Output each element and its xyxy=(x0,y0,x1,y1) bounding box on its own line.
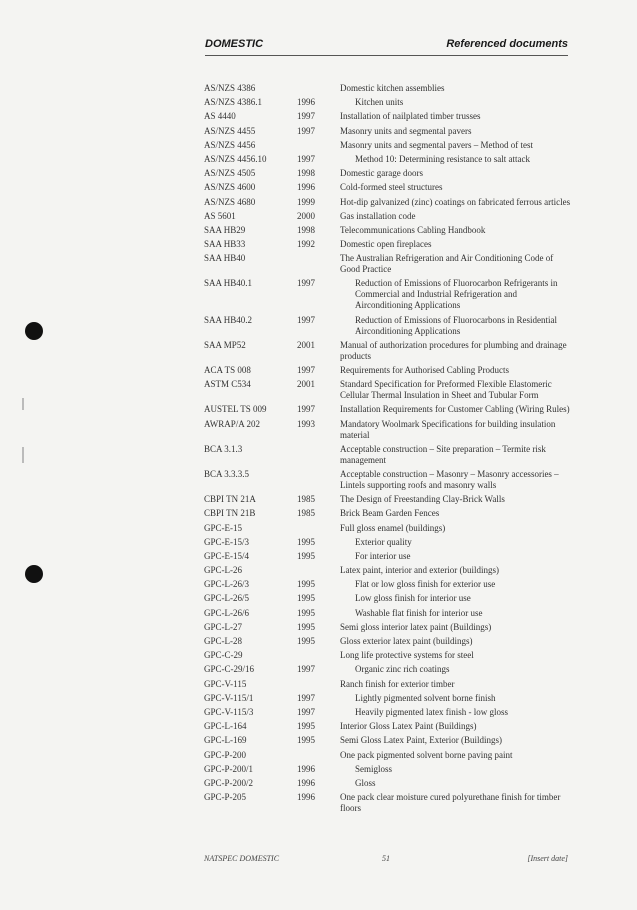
reference-row xyxy=(204,278,574,311)
reference-code: GPC-E-15 xyxy=(204,522,242,533)
scan-mark xyxy=(22,447,24,463)
reference-code: AS/NZS 4600 xyxy=(204,182,256,193)
reference-row xyxy=(204,523,574,534)
reference-code: AS/NZS 4455 xyxy=(204,125,256,136)
reference-code: GPC-P-200 xyxy=(204,749,247,760)
reference-code: GPC-L-26/5 xyxy=(204,593,249,604)
reference-title: Low gloss finish for interior use xyxy=(355,593,471,604)
reference-title: Gloss exterior latex paint (buildings) xyxy=(340,636,473,646)
reference-title: Organic zinc rich coatings xyxy=(355,664,450,675)
reference-title: One pack pigmented solvent borne paving paint xyxy=(340,749,513,760)
reference-row xyxy=(204,778,574,789)
punch-hole-bottom xyxy=(25,565,43,583)
reference-row xyxy=(204,225,574,236)
reference-code: AS/NZS 4456 xyxy=(204,139,256,150)
reference-row xyxy=(204,419,574,441)
reference-row xyxy=(204,404,574,415)
reference-year: 1997 xyxy=(297,664,315,675)
reference-code: SAA HB29 xyxy=(204,224,246,235)
reference-title: Reduction of Emissions of Fluorocarbons in Residential Airconditioning Applications xyxy=(355,314,557,336)
punch-hole-top xyxy=(25,322,43,340)
reference-title: Long life protective systems for steel xyxy=(340,650,474,661)
reference-code: GPC-E-15/4 xyxy=(204,550,249,561)
reference-title: One pack clear moisture cured polyurethane finish for timber floors xyxy=(340,792,561,814)
reference-row xyxy=(204,168,574,179)
reference-row xyxy=(204,469,574,491)
reference-row xyxy=(204,182,574,193)
reference-row xyxy=(204,792,574,814)
reference-code: GPC-L-164 xyxy=(204,721,247,732)
reference-code: AS/NZS 4386 xyxy=(204,83,256,93)
footer-publication: NATSPEC DOMESTIC xyxy=(204,854,280,863)
reference-row xyxy=(204,707,574,718)
reference-title: Domestic kitchen assemblies xyxy=(340,83,445,93)
reference-year: 1985 xyxy=(297,508,315,519)
reference-title: For interior use xyxy=(355,550,411,561)
reference-row xyxy=(204,154,574,165)
footer-date: [Insert date] xyxy=(527,854,568,863)
reference-title: Telecommunications Cabling Handbook xyxy=(340,224,486,235)
reference-row xyxy=(204,750,574,761)
references-list xyxy=(204,83,574,817)
reference-row xyxy=(204,83,574,94)
reference-title: Full gloss enamel (buildings) xyxy=(340,522,446,533)
reference-title: Latex paint, interior and exterior (buildings) xyxy=(340,565,499,576)
reference-code: AS 4440 xyxy=(204,111,236,122)
reference-code: ASTM C534 xyxy=(204,379,251,390)
reference-row xyxy=(204,579,574,590)
reference-title: Interior Gloss Latex Paint (Buildings) xyxy=(340,721,477,732)
reference-row xyxy=(204,315,574,337)
reference-row xyxy=(204,365,574,376)
reference-title: Exterior quality xyxy=(355,536,412,547)
header-rule xyxy=(205,55,568,56)
reference-year: 1995 xyxy=(297,593,315,604)
reference-row xyxy=(204,508,574,519)
reference-title: Installation Requirements for Customer Cabling (Wiring Rules) xyxy=(340,404,570,415)
reference-row xyxy=(204,764,574,775)
reference-row xyxy=(204,494,574,505)
reference-year: 1997 xyxy=(297,706,315,717)
reference-title: Kitchen units xyxy=(355,97,404,108)
reference-code: AS 5601 xyxy=(204,210,236,221)
reference-row xyxy=(204,537,574,548)
reference-row xyxy=(204,693,574,704)
reference-title: Acceptable construction – Masonry – Masonry accessories – Lintels supporting roofs and masonry walls xyxy=(340,468,559,490)
reference-title: Manual of authorization procedures for plumbing and drainage products xyxy=(340,339,567,361)
reference-code: GPC-C-29/16 xyxy=(204,664,255,675)
reference-title: Washable flat finish for interior use xyxy=(355,607,483,618)
reference-code: GPC-L-26/3 xyxy=(204,579,249,590)
reference-row xyxy=(204,97,574,108)
reference-code: GPC-P-205 xyxy=(204,792,247,803)
reference-row xyxy=(204,565,574,576)
reference-code: GPC-V-115 xyxy=(204,678,247,689)
reference-title: Requirements for Authorised Cabling Products xyxy=(340,365,509,375)
reference-code: GPC-C-29 xyxy=(204,650,243,661)
reference-row xyxy=(204,126,574,137)
reference-year: 1996 xyxy=(297,777,315,788)
reference-year: 1998 xyxy=(297,224,315,235)
reference-row xyxy=(204,211,574,222)
reference-title: Method 10: Determining resistance to salt attack xyxy=(355,153,530,164)
reference-title: The Design of Freestanding Clay-Brick Walls xyxy=(340,494,505,505)
reference-year: 1995 xyxy=(297,607,315,618)
reference-year: 1996 xyxy=(297,792,315,803)
reference-code: ACA TS 008 xyxy=(204,365,251,375)
reference-title: Gas installation code xyxy=(340,210,416,221)
reference-year: 2001 xyxy=(297,379,315,390)
page-number: 51 xyxy=(382,854,390,863)
reference-row xyxy=(204,551,574,562)
reference-code: GPC-L-26 xyxy=(204,565,242,576)
reference-year: 1996 xyxy=(297,97,315,108)
reference-title: Domestic garage doors xyxy=(340,168,423,179)
reference-year: 1997 xyxy=(297,404,315,415)
reference-year: 1992 xyxy=(297,239,315,250)
reference-title: Installation of nailplated timber trusses xyxy=(340,111,481,122)
reference-year: 1997 xyxy=(297,125,315,136)
reference-title: Acceptable construction – Site preparation – Termite risk management xyxy=(340,443,546,465)
reference-code: AS/NZS 4456.10 xyxy=(204,153,267,164)
scan-mark xyxy=(22,398,24,410)
reference-year: 2001 xyxy=(297,339,315,350)
reference-year: 1997 xyxy=(297,314,315,325)
reference-row xyxy=(204,253,574,275)
reference-row xyxy=(204,197,574,208)
reference-code: GPC-L-26/6 xyxy=(204,607,249,618)
reference-title: Semi Gloss Latex Paint, Exterior (Buildings) xyxy=(340,735,502,746)
reference-year: 1997 xyxy=(297,111,315,122)
reference-year: 1996 xyxy=(297,763,315,774)
reference-code: GPC-L-169 xyxy=(204,735,247,746)
reference-year: 1985 xyxy=(297,494,315,505)
reference-year: 1993 xyxy=(297,418,315,429)
header-section: DOMESTIC xyxy=(205,38,264,50)
reference-year: 1995 xyxy=(297,636,315,646)
reference-row xyxy=(204,622,574,633)
reference-row xyxy=(204,664,574,675)
reference-year: 1999 xyxy=(297,196,315,207)
reference-title: Masonry units and segmental pavers xyxy=(340,125,472,136)
reference-title: Brick Beam Garden Fences xyxy=(340,508,440,519)
reference-row xyxy=(204,239,574,250)
reference-code: GPC-P-200/2 xyxy=(204,777,254,788)
reference-row xyxy=(204,650,574,661)
reference-title: Cold-formed steel structures xyxy=(340,182,443,193)
reference-code: AWRAP/A 202 xyxy=(204,418,261,429)
reference-year: 2000 xyxy=(297,210,315,221)
reference-code: GPC-P-200/1 xyxy=(204,763,254,774)
reference-row xyxy=(204,721,574,732)
reference-code: CBPI TN 21A xyxy=(204,494,256,505)
reference-code: BCA 3.1.3 xyxy=(204,443,243,454)
reference-code: GPC-L-27 xyxy=(204,621,242,632)
reference-title: Flat or low gloss finish for exterior use xyxy=(355,579,496,590)
reference-code: GPC-V-115/1 xyxy=(204,692,254,703)
reference-row xyxy=(204,444,574,466)
reference-title: Semigloss xyxy=(355,763,393,774)
reference-title: Heavily pigmented latex finish - low gloss xyxy=(355,706,508,717)
reference-code: AUSTEL TS 009 xyxy=(204,404,267,415)
reference-year: 1995 xyxy=(297,735,315,746)
reference-code: GPC-L-28 xyxy=(204,636,242,646)
reference-row xyxy=(204,636,574,647)
reference-year: 1998 xyxy=(297,168,315,179)
reference-year: 1997 xyxy=(297,153,315,164)
reference-year: 1996 xyxy=(297,182,315,193)
reference-year: 1997 xyxy=(297,365,315,375)
reference-row xyxy=(204,379,574,401)
header-title: Referenced documents xyxy=(446,38,568,50)
reference-row xyxy=(204,340,574,362)
reference-code: CBPI TN 21B xyxy=(204,508,256,519)
reference-row xyxy=(204,111,574,122)
reference-title: Lightly pigmented solvent borne finish xyxy=(355,692,496,703)
reference-code: SAA MP52 xyxy=(204,339,246,350)
reference-row xyxy=(204,140,574,151)
reference-code: BCA 3.3.3.5 xyxy=(204,468,250,479)
reference-title: Domestic open fireplaces xyxy=(340,239,432,250)
reference-title: Reduction of Emissions of Fluorocarbon Refrigerants in Commercial and Industrial Refrigeration and Airconditioning Applications xyxy=(355,278,558,311)
reference-year: 1997 xyxy=(297,692,315,703)
reference-title: Hot-dip galvanized (zinc) coatings on fabricated ferrous articles xyxy=(340,196,571,207)
reference-year: 1995 xyxy=(297,579,315,590)
reference-year: 1995 xyxy=(297,721,315,732)
reference-year: 1995 xyxy=(297,536,315,547)
reference-title: The Australian Refrigeration and Air Conditioning Code of Good Practice xyxy=(340,253,554,275)
reference-code: AS/NZS 4680 xyxy=(204,196,256,207)
reference-code: GPC-V-115/3 xyxy=(204,706,254,717)
reference-title: Mandatory Woolmark Specifications for building insulation material xyxy=(340,418,556,440)
reference-year: 1997 xyxy=(297,278,315,289)
reference-title: Standard Specification for Preformed Flexible Elastomeric Cellular Thermal Insulation in Sheet and Tubular Form xyxy=(340,379,552,401)
reference-code: SAA HB33 xyxy=(204,239,246,250)
reference-code: AS/NZS 4505 xyxy=(204,168,256,179)
reference-code: AS/NZS 4386.1 xyxy=(204,97,263,108)
reference-code: GPC-E-15/3 xyxy=(204,536,249,547)
reference-year: 1995 xyxy=(297,550,315,561)
reference-code: SAA HB40 xyxy=(204,253,246,264)
reference-row xyxy=(204,735,574,746)
reference-row xyxy=(204,593,574,604)
reference-title: Semi gloss interior latex paint (Buildings) xyxy=(340,621,492,632)
reference-title: Masonry units and segmental pavers – Method of test xyxy=(340,139,533,150)
reference-row xyxy=(204,608,574,619)
reference-row xyxy=(204,679,574,690)
reference-code: SAA HB40.1 xyxy=(204,278,253,289)
reference-title: Gloss xyxy=(355,777,376,788)
reference-code: SAA HB40.2 xyxy=(204,314,253,325)
reference-title: Ranch finish for exterior timber xyxy=(340,678,455,689)
reference-year: 1995 xyxy=(297,621,315,632)
